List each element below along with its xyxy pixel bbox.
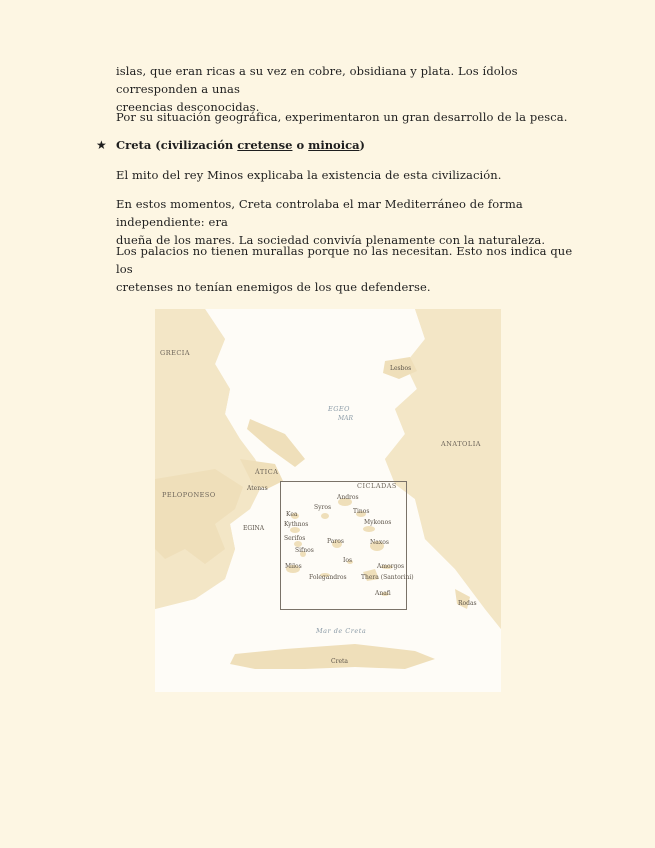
map-label-syros: Syros xyxy=(314,504,332,511)
map-label-atica: ÁTICA xyxy=(255,468,279,476)
paragraph-line: En estos momentos, Creta controlaba el mar Mediterráneo de forma independiente: era xyxy=(116,197,523,229)
section-heading-text xyxy=(116,136,365,154)
map-label-serifos: Serifos xyxy=(284,535,306,542)
map-label-creta: Creta xyxy=(331,658,348,665)
map-label-tinos: Tinos xyxy=(353,508,370,515)
map-label-kea: Kea xyxy=(286,511,298,518)
heading-suffix: ) xyxy=(359,138,365,152)
map-label-anafi: Anafi xyxy=(375,590,391,597)
map-label-mar: MAR xyxy=(338,415,353,422)
map-label-egina: EGINA xyxy=(243,525,265,532)
star-bullet-icon: ★ xyxy=(96,138,107,152)
heading-term-cretense: cretense xyxy=(237,138,293,152)
map-label-mykonos: Mykonos xyxy=(364,519,392,526)
heading-middle: o xyxy=(292,138,309,152)
paragraph-mediterranean xyxy=(116,195,586,249)
map-label-sifnos: Sifnos xyxy=(295,547,314,554)
map-label-mar-creta: Mar de Creta xyxy=(316,627,367,635)
map-label-peloponeso: PELOPONESO xyxy=(162,491,216,499)
map-label-amorgos: Amorgos xyxy=(377,563,405,570)
map-label-lesbos: Lesbos xyxy=(390,365,412,372)
map-label-egeo: EGEO xyxy=(328,405,351,413)
map-label-anatolia: ANATOLIA xyxy=(441,440,481,448)
paragraph-line: dueña de los mares. La sociedad convivía plenamente con la naturaleza. xyxy=(116,233,546,247)
map-label-paros: Paros xyxy=(327,538,344,545)
map-label-ios: Ios xyxy=(343,557,353,564)
map-label-cicladas: CICLADAS xyxy=(357,482,397,490)
map-label-andros: Andros xyxy=(337,494,359,501)
map-label-naxos: Naxos xyxy=(370,539,389,546)
paragraph-fishing: Por su situación geográfica, experimentaron un gran desarrollo de la pesca. xyxy=(116,110,568,124)
map-label-thera: Thera (Santorini) xyxy=(361,574,414,581)
heading-term-minoica: minoica xyxy=(308,138,360,152)
map-label-grecia: GRECIA xyxy=(160,349,191,357)
paragraph-line: creencias desconocidas. xyxy=(116,100,260,114)
paragraph-minos: El mito del rey Minos explicaba la existencia de esta civilización. xyxy=(116,168,502,182)
aegean-map-image xyxy=(155,309,501,692)
map-label-folegandros: Folegandros xyxy=(309,574,347,581)
paragraph-palaces xyxy=(116,242,586,296)
map-label-kythnos: Kythnos xyxy=(284,521,309,528)
map-label-milos: Milos xyxy=(285,563,302,570)
map-label-rodas: Rodas xyxy=(458,600,477,607)
paragraph-line: Los palacios no tienen murallas porque no las necesitan. Esto nos indica que los xyxy=(116,244,573,276)
paragraph-line: cretenses no tenían enemigos de los que defenderse. xyxy=(116,280,431,294)
heading-prefix: Creta (civilización xyxy=(116,138,238,152)
map-label-atenas: Atenas xyxy=(247,485,268,492)
paragraph-line: islas, que eran ricas a su vez en cobre, obsidiana y plata. Los ídolos corresponden a unas xyxy=(116,64,518,96)
